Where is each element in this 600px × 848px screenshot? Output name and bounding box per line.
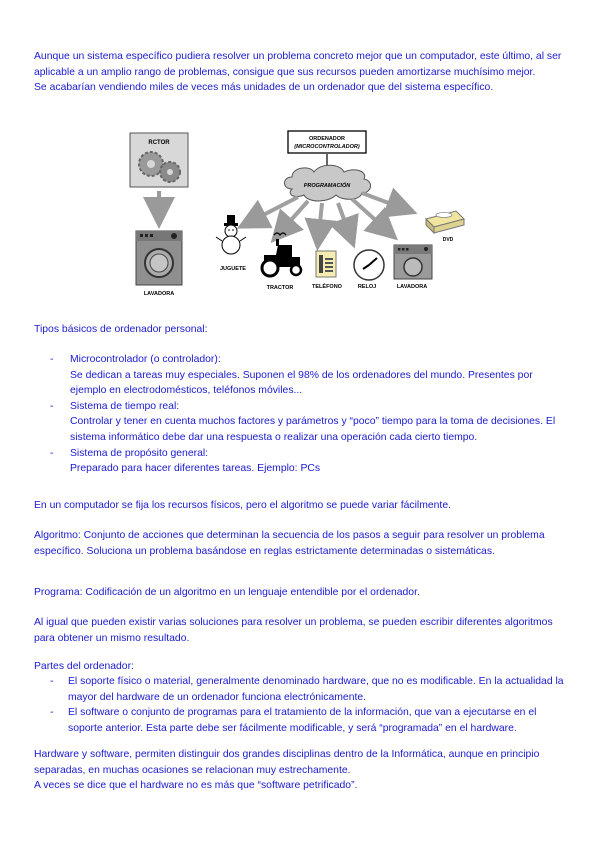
microcontrolador-label: (MICROCONTROLADOR): [294, 144, 360, 150]
reloj-label: RELOJ: [357, 284, 377, 290]
programa-paragraph: Programa: Codificación de un algoritmo en un lenguaje entendible por el ordenador.: [34, 587, 420, 598]
list-item: [34, 446, 564, 477]
list-item-title: - Microcontrolador (o controlador):: [70, 354, 221, 365]
intro-section: [34, 49, 564, 96]
dvd-label: DVD: [442, 237, 454, 243]
programacion-cloud: [285, 165, 371, 201]
list-item: [34, 399, 564, 446]
list-item: [34, 352, 564, 399]
ordenador-label: ORDENADOR: [308, 136, 346, 142]
list-item-body: Se dedican a tareas muy especiales. Suponen el 98% de los ordenadores del mundo. Presentes por ejemplo en electrodomésticos, teléfonos móviles...: [70, 369, 533, 397]
partes-heading: Partes del ordenador:: [34, 661, 134, 672]
recursos-paragraph: En un computador se fija los recursos físicos, pero el algoritmo se puede variar fácilmente.: [34, 500, 451, 511]
dvd-player-icon: [426, 211, 464, 233]
rctor-chip: [130, 133, 188, 187]
reloj-clock-icon: [354, 250, 384, 280]
lavadora-left-icon: [136, 231, 182, 285]
closing-paragraph-1: Hardware y software, permiten distinguir dos grandes disciplinas dentro de la Informática, aunque en principio separadas, en muchas ocasiones se relacionan muy estrechamente.: [34, 749, 540, 776]
lavadora-right-label: LAVADORA: [396, 284, 428, 290]
juguete-snowman-icon: [216, 215, 246, 254]
closing-section: [34, 747, 564, 794]
telefono-icon: [316, 251, 336, 277]
list-item-body: Preparado para hacer diferentes tareas. Ejemplo: PCs: [70, 463, 321, 475]
list-item: - El soporte físico o material, generalmente denominado hardware, que no es modificable. En la actualidad la mayor del hardware de un ordenador funciona electrónicamente.: [34, 674, 564, 705]
lavadora-right-icon: [394, 245, 432, 279]
rctor-label: RCTOR: [148, 140, 170, 146]
tractor-icon: [262, 233, 301, 276]
lavadora-left-label: LAVADORA: [143, 291, 175, 297]
intro-paragraph-2: Se acabarían vendiendo miles de veces más unidades de un ordenador que del sistema específico.: [34, 82, 494, 94]
closing-paragraph-2: A veces se dice que el hardware no es más que “software petrificado”.: [34, 780, 358, 792]
list-item: - El software o conjunto de programas para el tratamiento de la información, que van a ejecutarse en el soporte anterior. Esta parte debe ser fácilmente modificable, y será “programada” en el hardware.: [34, 705, 564, 736]
list-item-title: - Sistema de propósito general:: [70, 447, 209, 459]
tipos-heading: Tipos básicos de ordenador personal:: [34, 324, 208, 335]
ordenador-box: [288, 131, 366, 153]
tractor-label: TRACTOR: [266, 285, 294, 291]
juguete-label: JUGUETE: [220, 266, 246, 272]
list-item-body: Controlar y tener en cuenta muchos factores y parámetros y “poco” tiempo para la toma de decisiones. El sistema informático debe dar una respuesta o realizar una operación cada cierto tiempo.: [70, 416, 556, 443]
soluciones-paragraph: Al igual que pueden existir varias soluciones para resolver un problema, se pueden escribir diferentes algoritmos para obtener un mismo resultado.: [34, 617, 553, 644]
partes-list: [34, 674, 564, 736]
programacion-label: PROGRAMACIÓN: [303, 183, 351, 189]
intro-paragraph-1: Aunque un sistema específico pudiera resolver un problema concreto mejor que un computador, este último, al ser aplicable a un amplio rango de problemas, consigue que sus recursos pueden amortizarse muchísimo mejor.: [34, 51, 562, 78]
tipos-list: [34, 352, 564, 477]
list-item-title: - Sistema de tiempo real:: [70, 400, 180, 412]
telefono-label: TELÉFONO: [312, 284, 342, 290]
computer-vs-specific-system-diagram: [126, 127, 466, 297]
algoritmo-paragraph: Algoritmo: Conjunto de acciones que determinan la secuencia de los pasos a seguir para resolver un problema específico. Soluciona un problema basándose en reglas estrictamente determinadas o sistemáticas.: [34, 530, 545, 557]
